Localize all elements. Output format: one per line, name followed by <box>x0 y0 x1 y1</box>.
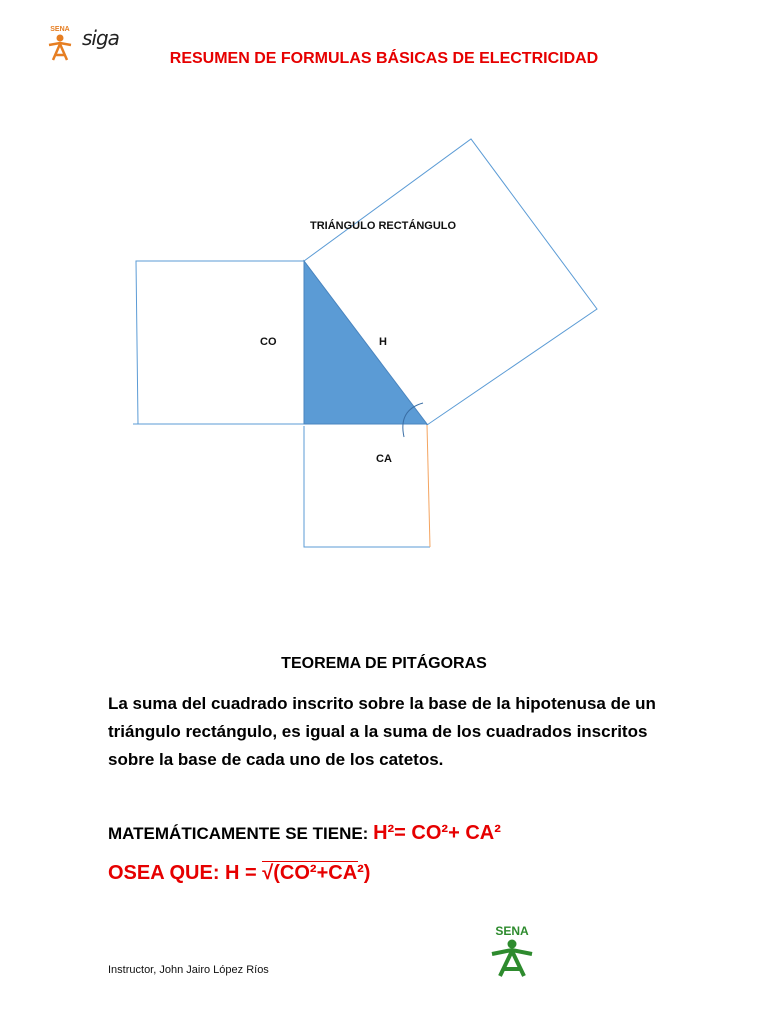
siga-logo-text: siga <box>82 26 119 50</box>
label-h: H <box>379 336 387 348</box>
theorem-title: TEOREMA DE PITÁGORAS <box>281 655 487 672</box>
formula: H²= CO²+ CA² <box>373 822 501 844</box>
label-co: CO <box>260 336 277 348</box>
theorem-body: La suma del cuadrado inscrito sobre la base de la hipotenusa de un triángulo rectángulo, es igual a la suma de los cuadrados inscritos sobre la base de cada uno de los catetos. <box>108 694 656 769</box>
adjacent-leg-square-right-edge <box>427 425 430 547</box>
sena-logo-big-text: SENA <box>495 924 529 938</box>
formula-line <box>108 822 501 845</box>
formula-label: MATEMÁTICAMENTE SE TIENE: <box>108 824 374 843</box>
label-ca: CA <box>376 453 392 465</box>
instructor-credit: Instructor, John Jairo López Ríos <box>108 964 269 976</box>
sena-logo-small-text: SENA <box>50 26 70 33</box>
osea-formula: OSEA QUE: H = √(CO²+CA²) <box>108 862 371 884</box>
page-title: RESUMEN DE FORMULAS BÁSICAS DE ELECTRICIDAD <box>169 50 599 67</box>
diagram-title: TRIÁNGULO RECTÁNGULO <box>310 220 457 232</box>
sqrt-overline <box>262 861 358 862</box>
adjacent-leg-square <box>304 426 430 547</box>
sena-logo-big <box>484 920 540 978</box>
right-triangle <box>304 261 427 424</box>
opposite-leg-square <box>136 261 304 424</box>
